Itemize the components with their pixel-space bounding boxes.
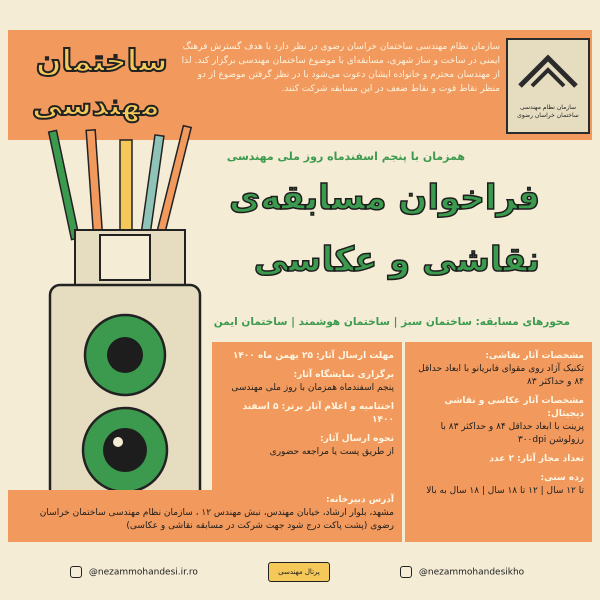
hero-subtitle: همزمان با پنجم اسفندماه روز ملی مهندسی (226, 150, 465, 163)
camera-illustration (20, 120, 210, 540)
org-logo-icon (508, 40, 588, 100)
hero-title-line1: فراخوان مسابقه‌ی (229, 178, 540, 218)
address-panel (8, 490, 402, 542)
closing: اختتامیه و اعلام آثار برتر: ۵ اسفند ۱۴۰۰ (242, 402, 394, 425)
footer-left-handle: @nezammohandesi.ir.ro (88, 567, 198, 578)
age-text: تا ۱۲ سال | ۱۲ تا ۱۸ سال | ۱۸ سال به بالا (426, 486, 584, 496)
competition-topics: محورهای مسابقه: ساختمان سبز | ساختمان هوشمند | ساختمان ایمن (213, 316, 570, 328)
photo-specs-text: پرینت با ابعاد حداقل ۸۴ و حداکثر ۸۳ با رزولوشن ۳۰۰dpi (440, 422, 584, 445)
footer-badge: پرتال مهندسی (268, 562, 330, 582)
send-text: از طریق پست یا مراجعه حضوری (269, 447, 394, 457)
deadline: مهلت ارسال آثار: ۲۵ بهمن ماه ۱۴۰۰ (232, 351, 394, 361)
send-title: نحوه ارسال آثار: (319, 434, 394, 444)
brand-line2: مهندسی (32, 88, 160, 123)
footer-right-handle: @nezammohandesikho (418, 567, 525, 578)
footer-right[interactable] (400, 566, 524, 578)
footer-left[interactable] (70, 566, 198, 578)
exhibit-title: برگزاری نمایشگاه آثار: (293, 370, 394, 380)
age-title: رده سنی: (540, 473, 584, 483)
painting-specs-title: مشخصات آثار نقاشی: (485, 351, 584, 361)
org-logo-text: سازمان نظام مهندسی ساختمان خراسان رضوی (517, 104, 579, 119)
hero-title-line2: نقاشی و عکاسی (253, 240, 540, 280)
specs-panel (405, 342, 592, 542)
org-logo (506, 38, 590, 134)
dates-panel (212, 342, 402, 492)
exhibit-text: پنجم اسفندماه همزمان با روز ملی مهندسی (231, 383, 394, 393)
intro-text: سازمان نظام مهندسی ساختمان خراسان رضوی در نظر دارد با هدف گسترش فرهنگ ایمنی در ساخت و ساز شهری، مسابقه‌ای با موضوع ساختمان مهندسی برگزار کند. لذا از مهندسان محترم و خانواده ایشان دعوت می‌شود با در نظر گرفتن موضوع از دو منظر نقاط قوت و نقاط ضعف در این مسابقه شرکت کنند. (181, 42, 500, 94)
photo-specs-title: مشخصات آثار عکاسی و نقاشی دیجیتال: (444, 396, 584, 419)
instagram-icon (70, 566, 82, 578)
brand-line1: ساختمان (36, 44, 168, 79)
address-title: آدرس دبیرخانه: (325, 495, 394, 505)
telegram-icon (400, 566, 412, 578)
painting-specs-text: تکنیک آزاد روی مقوای فابریانو با ابعاد حداقل ۸۴ و حداکثر ۸۳ (418, 364, 584, 387)
count-title: تعداد مجاز آثار: ۲ عدد (489, 454, 584, 464)
address-text: مشهد، بلوار ارشاد، خیابان مهندس، نبش مهندس ۱۲ ، سازمان نظام مهندسی ساختمان خراسان رضوی (پشت پاکت درج شود جهت شرکت در مسابقه نقاشی و عکاسی) (39, 508, 394, 531)
